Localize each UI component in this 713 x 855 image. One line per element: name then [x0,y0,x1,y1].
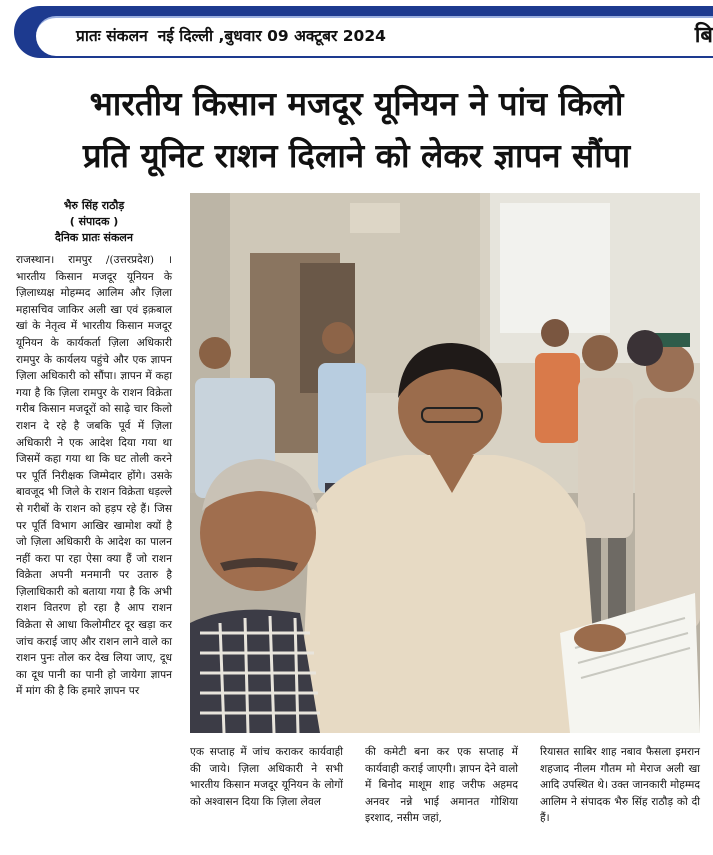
article-column-1: राजस्थान। रामपुर /(उत्तरप्रदेश) । भारतीय किसान मजदूर यूनियन के ज़िलाध्यक्ष मोहम्मद आलिम और ज़िला महासचिव जाकिर अली खा एवं इक़बाल खां के नेतृत्व में भारतीय किसान मजदूर यूनियन के कार्यकर्ता ज़िला अधिकारी रामपुर के कार्यलय पहुंचे और एक ज्ञापन ज़िला अधिकारी को सौंपा। ज्ञापन में कहा गया है कि ज़िला रामपुर के राशन विक्रेता गरीब किसान मजदूरों को साढ़े चार किलो राशन दे रहे है जबकि पूर्व में ज़िला अधिकारी ने एक आदेश दिया गया था जिसमें कहा गया था कि घट तोली करने पर पूर्ति निरीक्षक जिम्मेदार होंगे। उसके बावजूद भी जिले के राशन विक्रेता धड़ल्ले से गरीबों के राशन को हड़प रहे हैं। जिस पर पूर्ति विभाग आखिर खामोश क्यों है जो ज़िला अधिकारी के आदेश का पालन नहीं करा पा रहा ऐसा क्या हैं जो राशन विक्रेता अपनी मनमानी पर उतारु है ज़िलाधिकारी को बताया गया है कि अभी राशन वितरण हो रहा है आप राशन विक्रेता से आधा किलोमीटर दूर खड़ा कर जांच कराई जाए और राशन लाने वाले का राशन पुनः तोल कर देख लिया जाए, दूध का दूध पानी का पानी हो जायेगा ज्ञापन में मांग की है कि हमारे ज्ञापन पर [16,254,172,698]
masthead-edge-text: बि [694,23,713,48]
byline-author: भैरु सिंह राठौड़ [63,199,125,212]
article-column-3: की कमेटी बना कर एक सप्ताह में कार्यवाही कराई जाएगी। ज्ञापन देने वालो में बिनोद माशूम शाह जरीफ अहमद अनवर नन्ने भाई अमानत गोशिया इरशाद, नसीम जहां, [365,746,518,825]
headline [0,78,713,182]
byline-publication: दैनिक प्रातः संकलन [55,231,133,244]
byline [16,198,172,246]
byline-role: ( संपादक ) [69,215,119,228]
article-column-4: रियासत साबिर शाह नबाव फैसला इमरान शहजाद नीलम गौतम मो मेराज अली खा आदि उपस्थित थे। उक्त जानकारी मोहम्मद आलिम ने संपादक भैरु सिंह राठौड़ को दी हैं। [540,746,700,825]
headline-line-2: प्रति यूनिट राशन दिलाने को लेकर ज्ञापन सौंपा [82,136,631,175]
news-photo [190,193,700,733]
dateline: नई दिल्ली ,बुधवार 09 अक्टूबर 2024 [157,27,386,45]
masthead-inner [36,16,713,56]
headline-line-1: भारतीय किसान मजदूर यूनियन ने पांच किलो [89,84,624,123]
masthead-text [76,24,386,48]
masthead-banner [14,6,713,58]
paper-name: प्रातः संकलन [76,27,148,45]
article-column-2: एक सप्ताह में जांच कराकर कार्यवाही की जाये। ज़िला अधिकारी ने सभी भारतीय किसान मजदूर यूनियन के लोगों को अश्वासन दिया कि ज़िला लेवल [190,746,343,808]
news-photo-illustration [190,193,700,733]
